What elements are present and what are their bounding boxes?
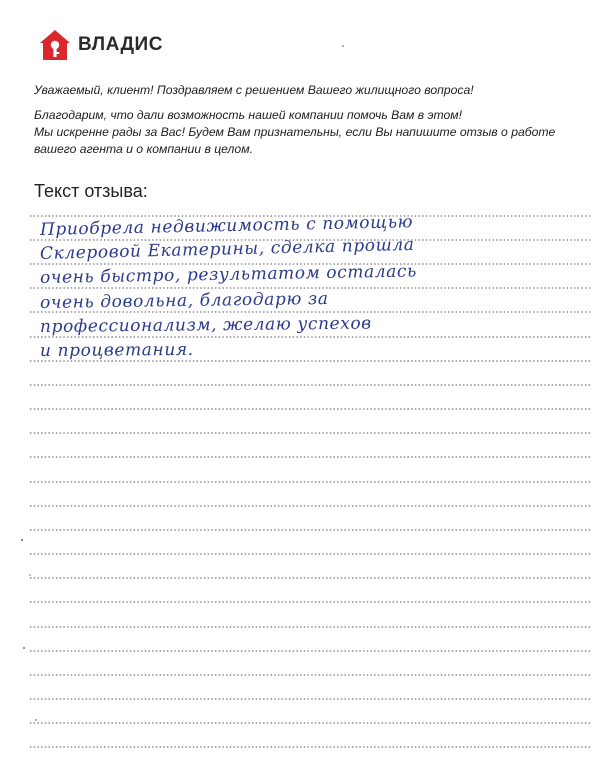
review-line: Склеровой Екатерины, сделка прошла — [39, 235, 415, 265]
section-title: Текст отзыва: — [34, 181, 148, 201]
ruled-lines — [30, 0, 592, 768]
review-line: очень быстро, результатом осталась — [39, 261, 418, 289]
review-line: Приобрела недвижимость с помощью — [39, 212, 414, 240]
handwritten-review — [39, 212, 585, 363]
review-line: очень довольна, благодарю за — [39, 288, 329, 313]
review-line: и процветания. — [39, 339, 194, 362]
request-line-continued: вашего агента и о компании в целом. — [34, 142, 253, 156]
thanks-line: Благодарим, что дали возможность нашей компании помочь Вам в этом! — [34, 108, 463, 122]
logo-text: ВЛАДИС — [78, 34, 163, 55]
greeting-line: Уважаемый, клиент! Поздравляем с решением Вашего жилищного вопроса! — [34, 83, 474, 97]
request-line: Мы искренне рады за Вас! Будем Вам признательны, если Вы напишите отзыв о работе — [34, 125, 556, 139]
review-line: профессионализм, желаю успехов — [39, 313, 372, 337]
